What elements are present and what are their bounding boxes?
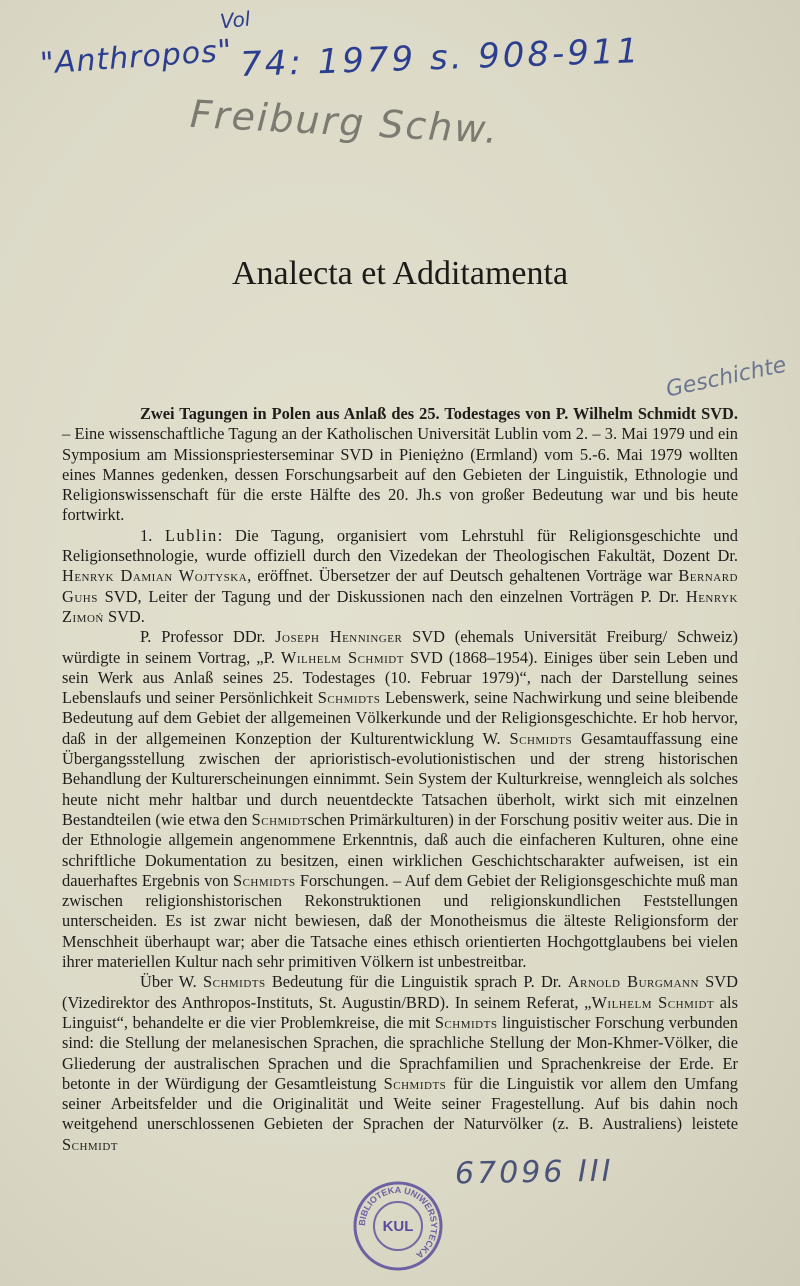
text-run: SVD (1868–1954). Einiges über sein Leben und sein Werk aus Anlaß seines 25. Todestages (10. Februar 1979)“, nach der Darstellung seines Lebenslaufs und seiner Persönlichkeit [62, 647, 738, 708]
person-name: Schmidt [251, 809, 308, 829]
person-name: Henryk Damian Wojtyska [62, 566, 248, 586]
person-name: Schmidt [62, 1134, 119, 1154]
page-title: Analecta et Additamenta [231, 255, 569, 292]
section-number: 1. [140, 525, 153, 545]
article-title: Zwei Tagungen in Polen aus Anlaß des 25. Todestages von P. Wilhelm Schmidt SVD. [140, 404, 738, 423]
text-run: Lebenswerk, seine Nachwirkung und seine bleibende Bedeutung auf dem Gebiet der allgemeinen Völkerkunde und der Religionsgeschichte. Er hob hervor, daß in der allgemeinen Konzeption der Kulturentwicklung W. [62, 688, 738, 748]
paragraph-intro [62, 404, 738, 526]
person-name: Schmidts [232, 870, 296, 890]
handwritten-author-note: Freiburg Schw. [189, 91, 501, 153]
text-run: SVD, Leiter der Tagung und der Diskussionen nach den einzelnen Vorträgen P. Dr. [104, 586, 680, 606]
handwritten-vol-label: Vol [218, 6, 252, 34]
handwritten-catalog-number: 67096 III [454, 1153, 614, 1192]
paragraph-burgmann [62, 972, 738, 1155]
library-stamp [352, 1180, 444, 1272]
person-name: Wilhelm Schmidt [591, 992, 715, 1012]
paragraph-lublin [62, 526, 738, 627]
text-run: für die Linguistik vor allem den Umfang seiner Arbeitsfelder und die Originalität und Weite seiner Fragestellung. Auf bis dahin noch weitgehend unerschlossenen Gebieten der Sprachen der Naturvölker (z. B. Australiens) leistete [62, 1073, 738, 1134]
section-place: Lublin [165, 525, 218, 545]
person-name: Wilhelm Schmidt [280, 647, 404, 667]
person-name: Bernard Guhs [62, 566, 738, 606]
text-run: P. Professor DDr. [140, 627, 266, 647]
person-name: Schmidts [203, 972, 266, 992]
stamp-text: KUL [382, 1217, 414, 1235]
text-run: schen Primärkulturen) in der Forschung positiv weiter aus. Die in der Ethnologie allgemein angenommene Erkenntnis, daß auch die einfacheren Kulturen, ohne eine schriftliche Dokumentation zu besitzen, einen wirklichen Geschichtscharakter aufweisen, ist ein dauerhaftes Ergebnis von [62, 809, 738, 890]
text-run: SVD. [107, 606, 145, 626]
text-run: als Linguist“, behandelte er die vier Problemkreise, die mit [62, 992, 738, 1032]
person-name: Schmidts [383, 1073, 447, 1093]
text-run: SVD (ehemals Universität Freiburg/ Schweiz) würdigte in seinem Vortrag, „P. [62, 627, 738, 667]
handwritten-citation: 74: 1979 s. 908-911 [239, 31, 642, 85]
text-run: linguistischer Forschung verbunden sind: die Stellung der melanesischen Sprachen, die sprachliche Stellung der Mon-Khmer-Völker, die Gliederung der australischen Sprachen und die Sprachfamilien und Sprachenkreise der Erde. Er betonte in der Würdigung der Gesamtleistung [62, 1012, 738, 1093]
person-name: Schmidts [509, 728, 573, 748]
person-name: Schmidts [317, 688, 381, 708]
stamp-ring-text: BIBLIOTEKA UNIWERSYTECKA [356, 1184, 440, 1261]
handwritten-margin-note: Geschichte [663, 352, 789, 403]
person-name: Henryk Zimoń [62, 586, 738, 626]
person-name: Joseph Henninger [275, 627, 403, 647]
person-name: Schmidts [434, 1012, 498, 1032]
text-run: SVD (Vizedirektor des Anthropos-Instituts, St. Augustin/BRD). In seinem Referat, „ [62, 972, 738, 1012]
person-name: Arnold Burgmann [567, 972, 699, 992]
paragraph-henninger [62, 627, 738, 972]
text-run: Forschungen. – Auf dem Gebiet der Religionsgeschichte muß man zwischen religionshistorischen Rekonstruktionen und religionskundlichen Feststellungen unterscheiden. Es ist zwar nicht bewiesen, daß der Monotheismus die älteste Religionsform der Menschheit überhaupt war; aber die Tatsache eines ethisch orientierten Hochgottglaubens bei vielen ihrer materiellen Kultur nach sehr primitiven Völkern ist unbestreitbar. [62, 870, 738, 972]
text-run: – Eine wissenschaftliche Tagung an der Katholischen Universität Lublin vom 2. – 3. Mai 1979 und ein Symposium am Missionspriesterseminar SVD in Pieniężno (Ermland) vom 5.-6. Mai 1979 wollten eines Mannes gedenken, dessen Forschungsarbeit auf den Gebieten der Linguistik, Ethnologie und Religionswissenschaft für die erste Hälfte des 20. Jh.s von großer Bedeutung war und bis heute fortwirkt. [62, 424, 738, 525]
text-run: : Die Tagung, organisiert vom Lehrstuhl für Religionsgeschichte und Religionsethnologie, wurde offiziell durch den Vizedekan der Theologischen Fakultät, Dozent Dr. [62, 525, 738, 566]
text-run: Bedeutung für die Linguistik sprach P. Dr. [271, 972, 562, 992]
article-body [62, 404, 738, 1155]
handwritten-journal: "Anthropos" [39, 33, 234, 82]
text-run: , eröffnet. Übersetzer der auf Deutsch gehaltenen Vorträge war [247, 566, 673, 586]
text-run: Gesamtauffassung eine Übergangsstellung zwischen der aprioristisch-evolutionistischen und der streng historischen Behandlung der Kulturerscheinungen einnimmt. Sein System der Kulturkreise, wenngleich als solches heute nicht mehr haltbar und durch neuentdeckte Tatsachen überholt, wirkt sich mit einzelnen Bestandteilen (wie etwa den [62, 728, 738, 829]
text-run: Über W. [140, 972, 197, 992]
